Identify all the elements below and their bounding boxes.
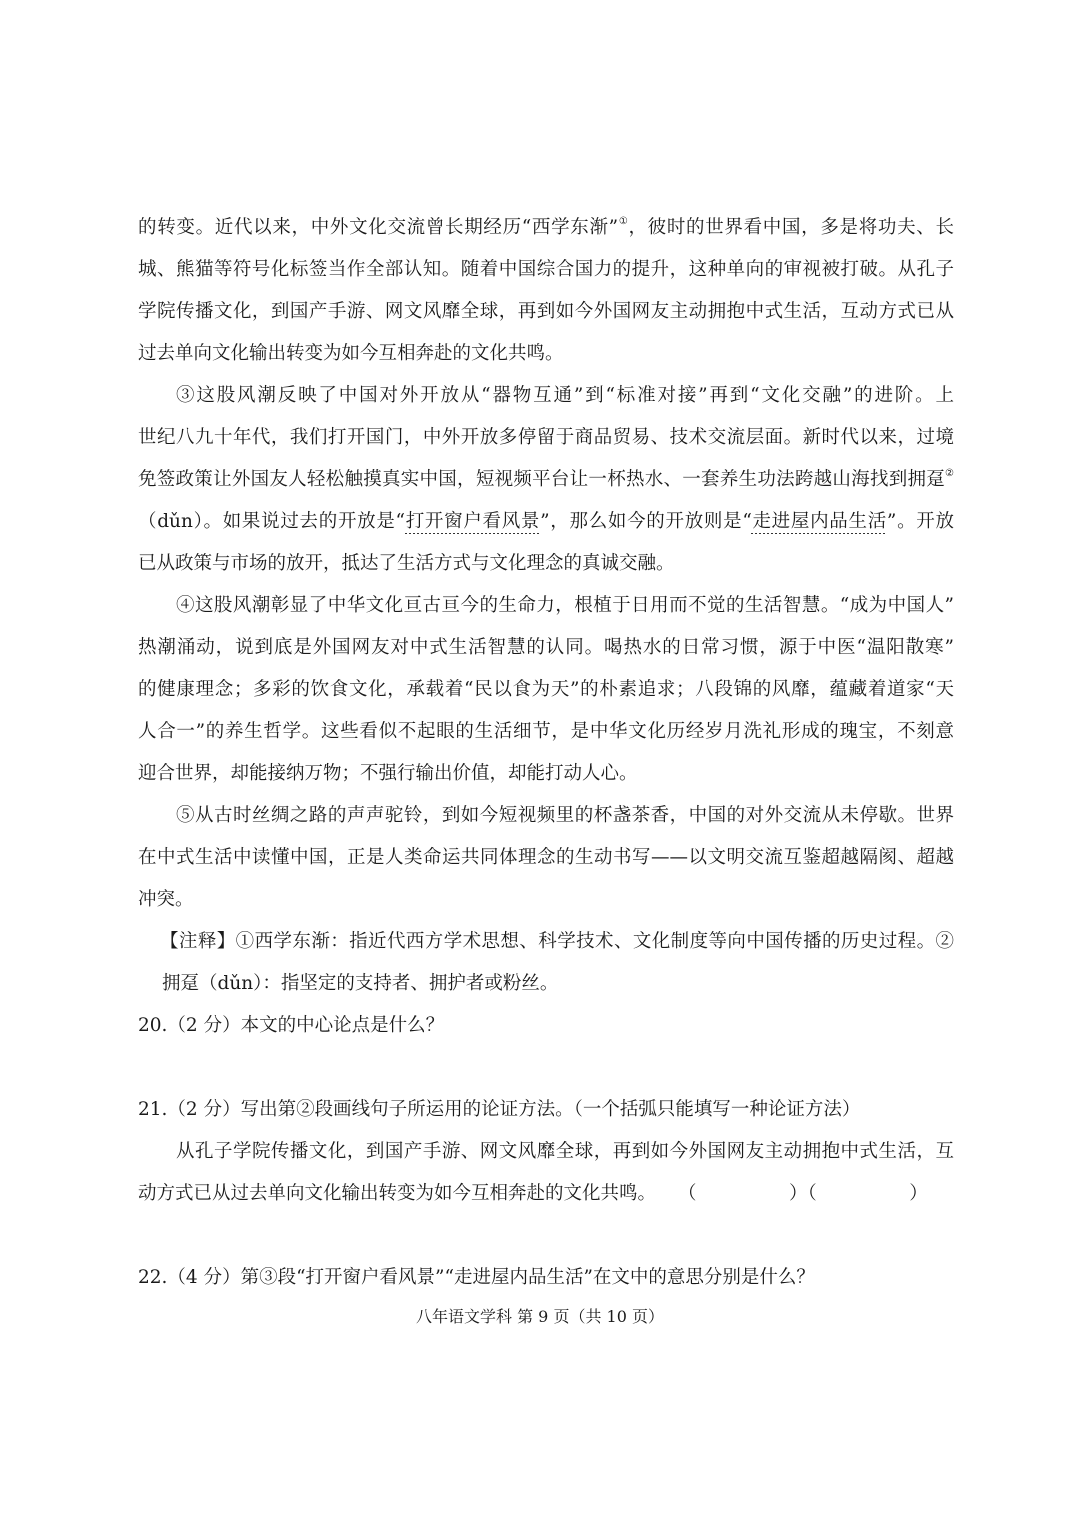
- notes-line2: 拥趸（dǔn）：指坚定的支持者、拥护者或粉丝。: [162, 973, 559, 994]
- question-22: 22.（4 分）第③段“打开窗户看风景”“走进屋内品生活”在文中的意思分别是什么？: [138, 1267, 815, 1288]
- para3-line1: ③这股风潮反映了中国对外开放从“器物互通”到“标准对接”再到“文化交融”的进阶。上: [176, 385, 954, 406]
- question-21-sentence-line1: 从孔子学院传播文化，到国产手游、网文风靡全球，再到如今外国网友主动拥抱中式生活，互: [176, 1141, 954, 1162]
- text: ”，那么如今的开放则是“: [540, 511, 752, 532]
- para4-line1: ④这股风潮彰显了中华文化亘古亘今的生命力，根植于日用而不觉的生活智慧。“成为中国人”: [176, 595, 954, 616]
- underlined-sentence: 从孔子: [898, 259, 954, 282]
- para2-line2: [138, 258, 954, 282]
- text: （dǔn）。如果说过去的开放是“: [138, 511, 406, 532]
- underlined-sentence: 学院传播文化，到国产手游、网文风靡全球，再到如今外国网友主动拥抱中式生活，互动方式已从: [138, 301, 954, 324]
- para3-line4: [138, 510, 954, 534]
- para4-line2: 热潮涌动，说到底是外国网友对中式生活智慧的认同。喝热水的日常习惯，源于中医“温阳散寒”: [138, 637, 954, 658]
- para2-line4: [138, 342, 954, 366]
- para2-line1: [138, 216, 954, 240]
- text: 城、熊猫等符号化标签当作全部认知。随着中国综合国力的提升，这种单向的审视被打破。: [138, 259, 898, 280]
- para4-line4: 人合一”的养生哲学。这些看似不起眼的生活细节，是中华文化历经岁月洗礼形成的瑰宝，不刻意: [138, 721, 954, 742]
- underlined-sentence: 过去单向文化输出转变为如今互相奔赴的文化共鸣。: [138, 343, 564, 366]
- para2-line3: [138, 300, 954, 324]
- para3-line2: 世纪八九十年代，我们打开国门，中外开放多停留于商品贸易、技术交流层面。新时代以来，过境: [138, 427, 954, 448]
- para5-line3: 冲突。: [138, 889, 194, 910]
- notes-line1: 【注释】①西学东渐：指近代西方学术思想、科学技术、文化制度等向中国传播的历史过程。②: [160, 931, 954, 952]
- para5-line2: 在中式生活中读懂中国，正是人类命运共同体理念的生动书写——以文明交流互鉴超越隔阂、超越: [138, 847, 954, 868]
- para5-line1: ⑤从古时丝绸之路的声声驼铃，到如今短视频里的杯盏茶香，中国的对外交流从未停歇。世界: [176, 805, 954, 826]
- footnote-marker: ①: [618, 216, 629, 227]
- para3-line5: 已从政策与市场的放开，抵达了生活方式与文化理念的真诚交融。: [138, 553, 675, 574]
- page-footer: 八年语文学科 第 9 页（共 10 页）: [416, 1307, 664, 1326]
- question-21: 21.（2 分）写出第②段画线句子所运用的论证方法。（一个括弧只能填写一种论证方法）: [138, 1099, 861, 1120]
- answer-blank[interactable]: （ ）: [678, 1183, 808, 1204]
- emphasis-phrase: 打开窗户看风景: [405, 511, 541, 532]
- para4-line5: 迎合世界，却能接纳万物；不强行输出价值，却能打动人心。: [138, 763, 638, 784]
- question-20: 20.（2 分）本文的中心论点是什么？: [138, 1015, 445, 1036]
- text: 免签政策让外国友人轻松触摸真实中国，短视频平台让一杯热水、一套养生功法跨越山海找到拥趸: [138, 469, 946, 490]
- emphasis-phrase: 走进屋内品生活: [751, 511, 887, 532]
- text: 动方式已从过去单向文化输出转变为如今互相奔赴的文化共鸣。: [138, 1183, 657, 1204]
- text: ”。开放: [886, 511, 954, 532]
- question-21-sentence-line2: [138, 1182, 954, 1206]
- answer-blank[interactable]: （ ）: [807, 1183, 928, 1204]
- text: 的转变。近代以来，中外文化交流曾长期经历“西学东渐”: [138, 217, 619, 238]
- para4-line3: 的健康理念；多彩的饮食文化，承载着“民以食为天”的朴素追求；八段锦的风靡，蕴藏着道家“天: [138, 679, 954, 700]
- para3-line3: [138, 468, 954, 492]
- text: ，彼时的世界看中国，多是将功夫、长: [628, 217, 954, 238]
- footnote-marker: ②: [945, 468, 954, 479]
